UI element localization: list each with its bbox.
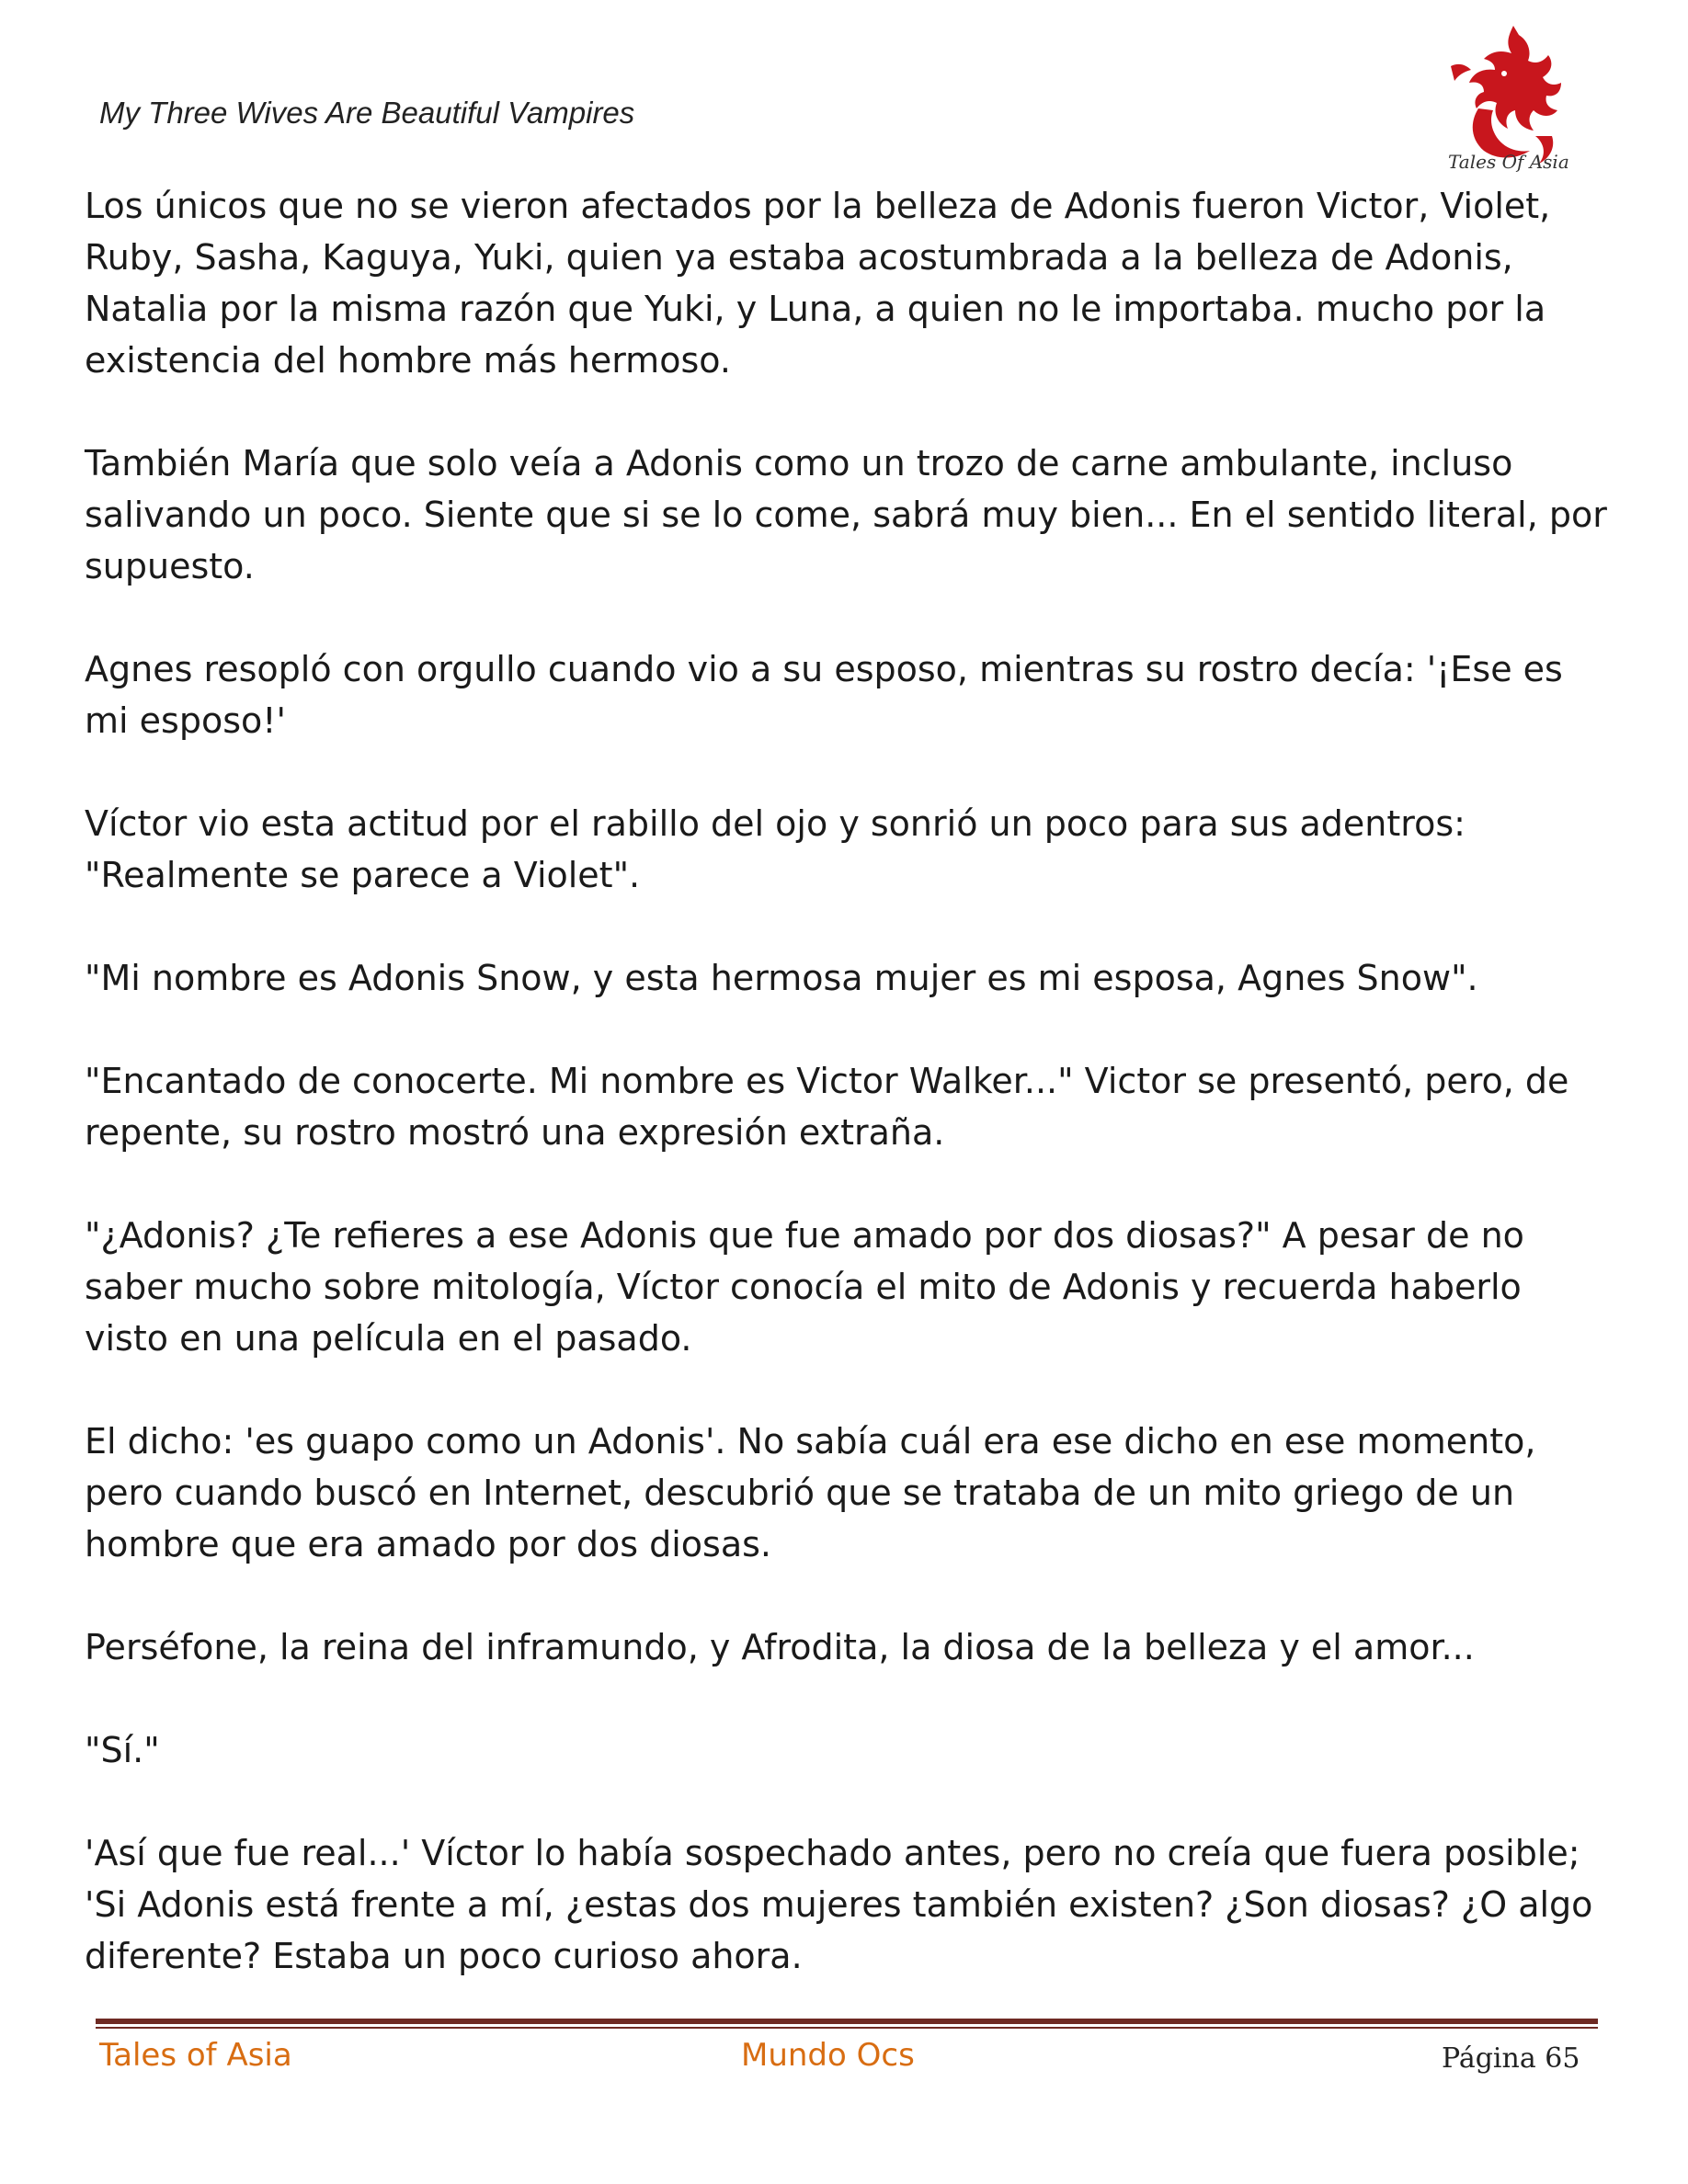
paragraph: "Mi nombre es Adonis Snow, y esta hermosa mujer es mi esposa, Agnes Snow". [85, 958, 1478, 998]
chapter-body [85, 180, 1611, 2033]
paragraph: 'Así que fue real...' Víctor lo había sospechado antes, pero no creía que fuera posible; 'Si Adonis está frente a mí, ¿estas dos mujeres también existen? ¿Son diosas? ¿O algo diferente? Estaba un poco curioso ahora. [85, 1833, 1593, 1976]
paragraph: "¿Adonis? ¿Te refieres a ese Adonis que fue amado por dos diosas?" A pesar de no saber mucho sobre mitología, Víctor conocía el mito de Adonis y recuerda haberlo visto en una película en el pasado. [85, 1215, 1524, 1359]
paragraph: También María que solo veía a Adonis como un trozo de carne ambulante, incluso salivando un poco. Siente que si se lo come, sabrá muy bien... En el sentido literal, por supuesto. [85, 443, 1607, 586]
book-title: My Three Wives Are Beautiful Vampires [99, 96, 635, 130]
paragraph: Agnes resopló con orgullo cuando vio a su esposo, mientras su rostro decía: '¡Ese es mi esposo!' [85, 649, 1563, 741]
paragraph: Los únicos que no se vieron afectados por la belleza de Adonis fueron Victor, Violet, Ruby, Sasha, Kaguya, Yuki, quien ya estaba acostumbrada a la belleza de Adonis, Natalia por la misma razón que Yuki, y Luna, a quien no le importaba. mucho por la existencia del hombre más hermoso. [85, 186, 1551, 381]
paragraph: "Sí." [85, 1730, 160, 1770]
paragraph: Víctor vio esta actitud por el rabillo del ojo y sonrió un poco para sus adentros: "Realmente se parece a Violet". [85, 803, 1466, 895]
logo-text: Tales Of Asia [1448, 151, 1569, 173]
footer-divider-thin [96, 2027, 1598, 2029]
footer-site: Mundo Ocs [741, 2037, 915, 2074]
paragraph: El dicho: 'es guapo como un Adonis'. No sabía cuál era ese dicho en ese momento, pero cuando buscó en Internet, descubrió que se trataba de un mito griego de un hombre que era amado por dos diosas. [85, 1421, 1536, 1564]
footer-divider [96, 2019, 1598, 2024]
paragraph: "Encantado de conocerte. Mi nombre es Victor Walker..." Victor se presentó, pero, de repente, su rostro mostró una expresión extraña. [85, 1061, 1569, 1153]
footer-publisher: Tales of Asia [99, 2037, 292, 2074]
paragraph: Perséfone, la reina del inframundo, y Afrodita, la diosa de la belleza y el amor... [85, 1627, 1475, 1667]
page-number: Página 65 [1442, 2042, 1580, 2075]
